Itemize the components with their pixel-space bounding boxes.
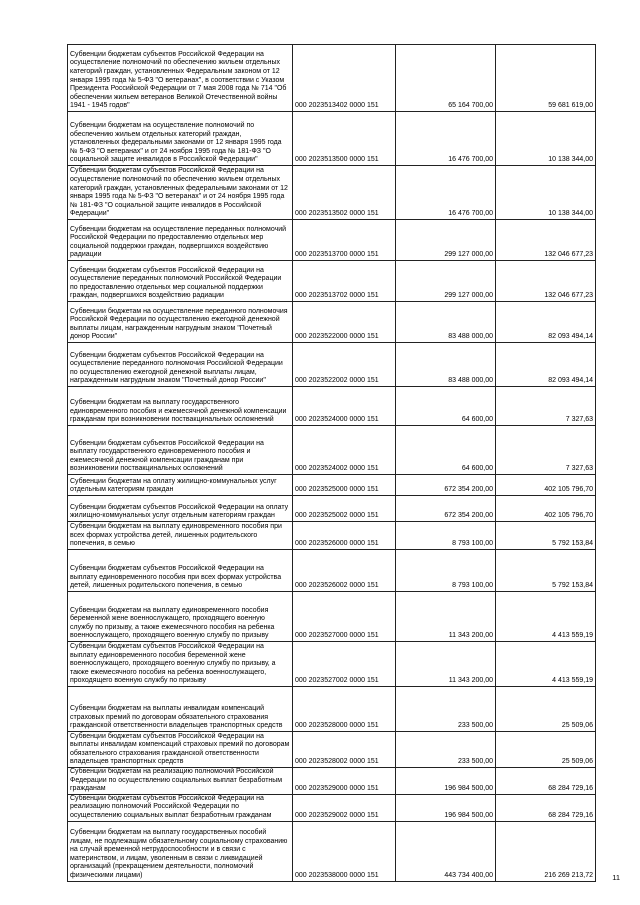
revenue-description: Субвенции бюджетам на оплату жилищно-коммунальных услуг отдельным категориям граждан [68,475,293,496]
executed-amount: 7 327,63 [496,426,596,475]
planned-amount: 8 793 100,00 [396,550,496,592]
planned-amount: 443 734 400,00 [396,821,496,881]
planned-amount: 196 984 500,00 [396,794,496,821]
budget-classification-code: 000 2023513402 0000 151 [293,45,396,112]
budget-classification-code: 000 2023527000 0000 151 [293,592,396,642]
budget-classification-code: 000 2023527002 0000 151 [293,642,396,687]
budget-classification-code: 000 2023526002 0000 151 [293,550,396,592]
planned-amount: 83 488 000,00 [396,302,496,343]
table-row [68,794,596,821]
revenue-description: Субвенции бюджетам на выплату единовременного пособия при всех формах устройства детей, лишенных родительского попечения, в семью [68,522,293,550]
planned-amount: 64 600,00 [396,426,496,475]
revenue-description: Субвенции бюджетам субъектов Российской Федерации на осуществление переданных полномочий Российской Федерации по предоставлению отдельных мер социальной поддержки граждан, подвергшихся воздействию радиации [68,261,293,302]
planned-amount: 11 343 200,00 [396,592,496,642]
revenue-description: Субвенции бюджетам на выплаты инвалидам компенсаций страховых премий по договорам обязательного страхования гражданской ответственности владельцев транспортных средств [68,687,293,732]
executed-amount: 59 681 619,00 [496,45,596,112]
planned-amount: 672 354 200,00 [396,496,496,522]
revenue-description: Субвенции бюджетам на выплату единовременного пособия беременной жене военнослужащего, проходящего военную службу по призыву, а также ежемесячного пособия на ребенка военнослужащего, проходящего военную службу по призыву [68,592,293,642]
table-row [68,343,596,387]
budget-classification-code: 000 2023525002 0000 151 [293,496,396,522]
budget-classification-code: 000 2023524000 0000 151 [293,387,396,426]
budget-classification-code: 000 2023529000 0000 151 [293,768,396,795]
table-row [68,45,596,112]
revenue-description: Субвенции бюджетам на выплату государственного единовременного пособия и ежемесячной денежной компенсации гражданам при возникновении поствакцинальных осложнений [68,387,293,426]
executed-amount: 4 413 559,19 [496,592,596,642]
revenue-description: Субвенции бюджетам субъектов Российской Федерации на реализацию полномочий Российской Федерации по осуществлению социальных выплат безработным гражданам [68,794,293,821]
executed-amount: 402 105 796,70 [496,475,596,496]
planned-amount: 16 476 700,00 [396,112,496,166]
executed-amount: 10 138 344,00 [496,166,596,220]
budget-classification-code: 000 2023524002 0000 151 [293,426,396,475]
revenue-description: Субвенции бюджетам субъектов Российской Федерации на выплаты инвалидам компенсаций страховых премий по договорам обязательного страхования гражданской ответственности владельцев транспортных средств [68,732,293,768]
executed-amount: 4 413 559,19 [496,642,596,687]
table-body [68,45,596,882]
table-row [68,475,596,496]
table-row [68,112,596,166]
executed-amount: 216 269 213,72 [496,821,596,881]
planned-amount: 299 127 000,00 [396,261,496,302]
table-row [68,642,596,687]
table-row [68,261,596,302]
revenue-description: Субвенции бюджетам субъектов Российской Федерации на выплату единовременного пособия беременной жене военнослужащего, проходящего военную службу по призыву, а также ежемесячного пособия на ребенка военнослужащего, проходящего военную службу по призыву [68,642,293,687]
revenue-description: Субвенции бюджетам на осуществление переданных полномочий Российской Федерации по предоставлению отдельных мер социальной поддержки граждан, подвергшихся воздействию радиации [68,220,293,261]
planned-amount: 233 500,00 [396,732,496,768]
planned-amount: 64 600,00 [396,387,496,426]
table-row [68,387,596,426]
planned-amount: 299 127 000,00 [396,220,496,261]
executed-amount: 5 792 153,84 [496,522,596,550]
planned-amount: 83 488 000,00 [396,343,496,387]
executed-amount: 82 093 494,14 [496,343,596,387]
executed-amount: 68 284 729,16 [496,768,596,795]
budget-classification-code: 000 2023513702 0000 151 [293,261,396,302]
executed-amount: 25 509,06 [496,687,596,732]
revenue-description: Субвенции бюджетам субъектов Российской Федерации на осуществление полномочий по обеспечению жильем отдельных категорий граждан, установленных федеральными законами от 12 января 1995 года № 5-ФЗ "О ветеранах" и от 24 ноября 1995 года № 181-ФЗ "О социальной защите инвалидов в Российской Федерации" [68,166,293,220]
budget-classification-code: 000 2023522002 0000 151 [293,343,396,387]
budget-classification-code: 000 2023529002 0000 151 [293,794,396,821]
budget-classification-code: 000 2023528002 0000 151 [293,732,396,768]
executed-amount: 402 105 796,70 [496,496,596,522]
budget-classification-code: 000 2023513700 0000 151 [293,220,396,261]
table-row [68,220,596,261]
revenue-description: Субвенции бюджетам на осуществление переданного полномочия Российской Федерации по осуществлению ежегодной денежной выплаты лицам, награжденным нагрудным знаком "Почетный донор России" [68,302,293,343]
table-row [68,550,596,592]
revenue-description: Субвенции бюджетам субъектов Российской Федерации на оплату жилищно-коммунальных услуг отдельным категориям граждан [68,496,293,522]
executed-amount: 5 792 153,84 [496,550,596,592]
executed-amount: 132 046 677,23 [496,261,596,302]
executed-amount: 82 093 494,14 [496,302,596,343]
table-row [68,821,596,881]
table-row [68,592,596,642]
revenue-description: Субвенции бюджетам на выплату государственных пособий лицам, не подлежащим обязательному социальному страхованию на случай временной нетрудоспособности и в связи с материнством, и лицам, уволенным в связи с ликвидацией организаций (прекращением деятельности, полномочий физическими лицами) [68,821,293,881]
budget-classification-code: 000 2023525000 0000 151 [293,475,396,496]
executed-amount: 10 138 344,00 [496,112,596,166]
planned-amount: 233 500,00 [396,687,496,732]
planned-amount: 16 476 700,00 [396,166,496,220]
budget-classification-code: 000 2023538000 0000 151 [293,821,396,881]
executed-amount: 132 046 677,23 [496,220,596,261]
table-row [68,166,596,220]
planned-amount: 11 343 200,00 [396,642,496,687]
budget-revenue-table [67,44,596,882]
table-row [68,522,596,550]
budget-classification-code: 000 2023513500 0000 151 [293,112,396,166]
executed-amount: 7 327,63 [496,387,596,426]
table-row [68,496,596,522]
page-number: 11 [612,873,620,882]
table-row [68,732,596,768]
table-row [68,687,596,732]
table-row [68,426,596,475]
executed-amount: 68 284 729,16 [496,794,596,821]
budget-classification-code: 000 2023522000 0000 151 [293,302,396,343]
table-row [68,302,596,343]
budget-classification-code: 000 2023528000 0000 151 [293,687,396,732]
revenue-description: Субвенции бюджетам на осуществление полномочий по обеспечению жильем отдельных категорий граждан, установленных федеральными законами от 12 января 1995 года № 5-ФЗ "О ветеранах" и от 24 ноября 1995 года № 181-ФЗ "О социальной защите инвалидов в Российской Федерации" [68,112,293,166]
revenue-description: Субвенции бюджетам субъектов Российской Федерации на осуществление полномочий по обеспечению жильем отдельных категорий граждан, установленных Федеральным законом от 12 января 1995 года № 5-ФЗ "О ветеранах", в соответствии с Указом Президента Российской Федерации от 7 мая 2008 года № 714 "Об обеспечении жильем ветеранов Великой Отечественной войны 1941 - 1945 годов" [68,45,293,112]
planned-amount: 672 354 200,00 [396,475,496,496]
planned-amount: 65 164 700,00 [396,45,496,112]
budget-classification-code: 000 2023526000 0000 151 [293,522,396,550]
planned-amount: 196 984 500,00 [396,768,496,795]
table-row [68,768,596,795]
revenue-description: Субвенции бюджетам субъектов Российской Федерации на выплату государственного единовременного пособия и ежемесячной денежной компенсации гражданам при возникновении поствакцинальных осложнений [68,426,293,475]
budget-classification-code: 000 2023513502 0000 151 [293,166,396,220]
revenue-description: Субвенции бюджетам субъектов Российской Федерации на выплату единовременного пособия при всех формах устройства детей, лишенных родительского попечения, в семью [68,550,293,592]
planned-amount: 8 793 100,00 [396,522,496,550]
revenue-description: Субвенции бюджетам на реализацию полномочий Российской Федерации по осуществлению социальных выплат безработным гражданам [68,768,293,795]
revenue-description: Субвенции бюджетам субъектов Российской Федерации на осуществление переданного полномочия Российской Федерации по осуществлению ежегодной денежной выплаты лицам, награжденным нагрудным знаком "Почетный донор России" [68,343,293,387]
executed-amount: 25 509,06 [496,732,596,768]
